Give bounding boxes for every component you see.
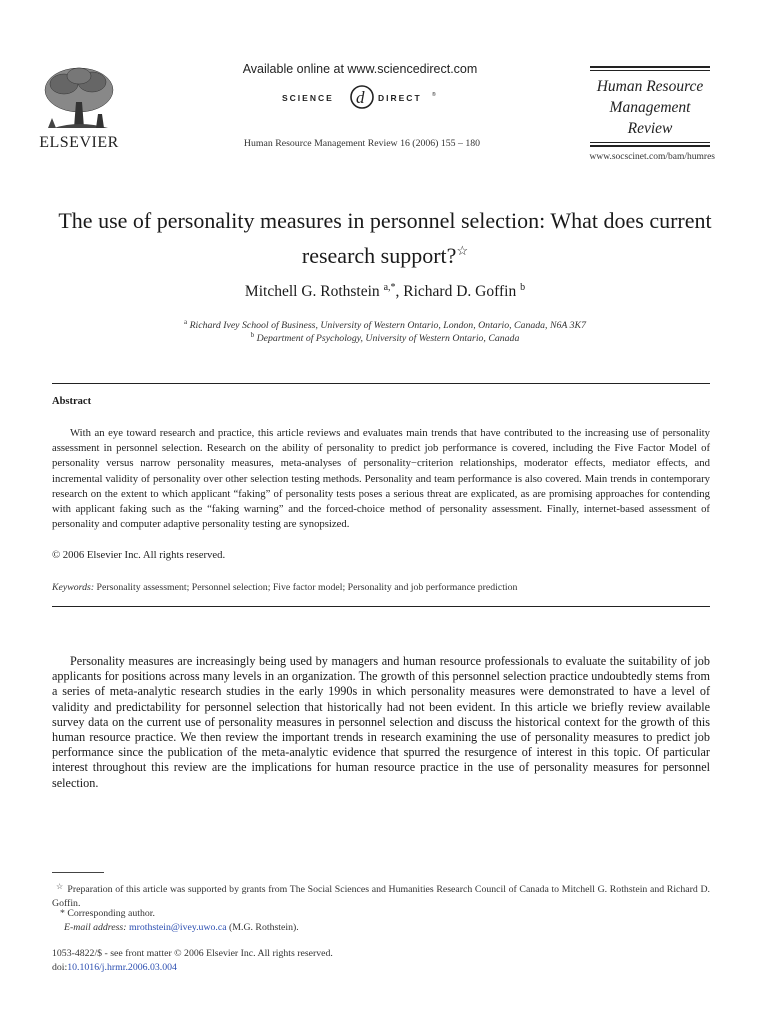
journal-title-line: Human Resource <box>596 78 704 95</box>
availability-line[interactable]: Available online at www.sciencedirect.com <box>242 62 478 76</box>
author-affiliation-mark[interactable]: b <box>520 282 526 293</box>
sd-science-word: SCIENCE <box>282 93 334 103</box>
article-title <box>40 206 730 271</box>
email-link[interactable]: mrothstein@ivey.uwo.ca <box>128 922 227 933</box>
journal-title-line: Review <box>627 120 673 137</box>
footnote-rule <box>52 872 104 873</box>
author-name: Mitchell G. Rothstein <box>244 283 380 300</box>
author-name: Richard D. Goffin <box>403 283 517 300</box>
footnote-corresponding: * Corresponding author. <box>60 908 155 919</box>
article-title-text: The use of personality measures in personnel selection: What does current research support? <box>58 208 712 268</box>
svg-text:d: d <box>356 88 365 107</box>
keywords-line <box>52 582 710 593</box>
journal-title-line: Management <box>609 99 691 116</box>
author-line <box>40 282 730 301</box>
journal-title <box>590 76 710 139</box>
journal-url[interactable]: www.socscinet.com/bam/humres <box>589 152 715 162</box>
doi-line <box>52 962 177 973</box>
footnote-text: Preparation of this article was supported by grants from The Social Sciences and Humanities Research Council of Canada to Mitchell G. Rothstein and Richard D. Goffin. <box>52 884 710 909</box>
footnote-funding <box>52 880 710 910</box>
body-paragraph: Personality measures are increasingly being used by managers and human resource professionals to evaluate the suitability of job applicants for positions across many levels in an organization. The growth of this personnel selection practice undoubtedly stems from a series of meta-analytic research studies in the early 1990s in which personality measures were demonstrated to have a level of validity and predictability for personnel selection that historically had not been evident. In this article we briefly review available survey data on the current use of personality measures in personnel selection and discuss the historical context for the growth of this human resource practice. We then review the important trends in research examining the use of personality measures to predict job performance since the publication of the meta-analytic evidence that spurred the resurgence of interest in this topic. Of particular interest throughout this review are the implications for human resource practice in the use of personality measures for personnel selection. <box>52 654 710 790</box>
sciencedirect-logo <box>282 82 442 112</box>
section-divider <box>52 606 710 607</box>
svg-text:®: ® <box>432 92 436 98</box>
affiliation-b <box>40 331 730 344</box>
email-suffix: (M.G. Rothstein). <box>229 922 299 933</box>
doi-label: doi: <box>52 962 68 973</box>
title-footnote-mark[interactable]: ☆ <box>456 243 469 258</box>
journal-reference: Human Resource Management Review 16 (2006) 155 – 180 <box>243 138 481 149</box>
footnote-email <box>64 922 299 933</box>
journal-box-rule <box>590 66 710 68</box>
footnote-mark: ☆ <box>56 882 64 891</box>
issn-line: 1053-4822/$ - see front matter © 2006 Elsevier Inc. All rights reserved. <box>52 948 333 959</box>
abstract-copyright: © 2006 Elsevier Inc. All rights reserved. <box>52 549 226 561</box>
journal-box-rule <box>590 70 710 71</box>
abstract-heading: Abstract <box>52 396 92 407</box>
journal-box-rule <box>590 142 710 143</box>
affiliation-mark: a <box>184 318 188 326</box>
publisher-name: ELSEVIER <box>39 134 119 151</box>
affiliation-mark: b <box>250 331 255 339</box>
affiliation-text: Department of Psychology, University of Western Ontario, Canada <box>256 333 520 344</box>
journal-box-rule <box>590 145 710 147</box>
doi-link[interactable]: 10.1016/j.hrmr.2006.03.004 <box>67 962 177 973</box>
affiliation-a <box>40 318 730 331</box>
email-label: E-mail address: <box>64 922 127 933</box>
keywords-text: Personality assessment; Personnel selection; Five factor model; Personality and job performance prediction <box>96 582 518 593</box>
sd-direct-word: DIRECT <box>378 93 422 103</box>
author-affiliation-mark[interactable]: a,* <box>383 282 396 293</box>
affiliation-text: Richard Ivey School of Business, University of Western Ontario, London, Ontario, Canada, N6A 3K7 <box>189 320 586 331</box>
keywords-label: Keywords: <box>52 582 95 593</box>
section-divider <box>52 383 710 384</box>
author-separator: , <box>395 283 404 300</box>
abstract-text: With an eye toward research and practice, this article reviews and evaluates main trends that have contributed to the increasing use of personality assessment in personnel selection. Research on the ability of personality to predict job performance is covered, including the Five Factor Model of personality versus narrow personality measures, meta-analyses of personality−criterion relationships, moderator effects, mediator effects, and incremental validity of personality over other selection testing methods. Personality and team performance is also covered. Main trends in contemporary research on the extent to which applicant “faking” of personality tests poses a serious threat are explicated, as are promising approaches for contending with applicant faking such as the “faking warning” and the forced-choice method of personality assessment. Finally, internet-based assessment of personality and computer adaptive personality testing are synopsized. <box>52 427 710 531</box>
